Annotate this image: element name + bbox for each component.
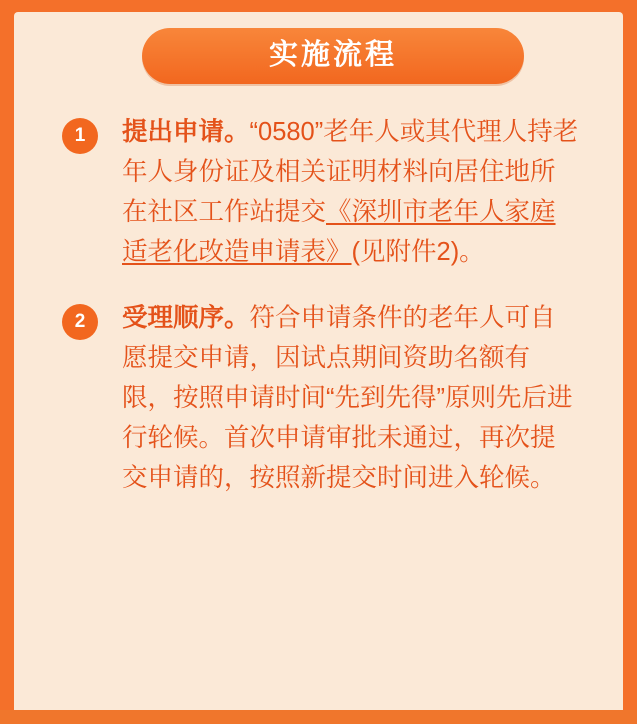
frame-edge-left (0, 0, 14, 724)
frame-edge-top (0, 0, 637, 12)
frame-edge-right (623, 0, 637, 724)
step-text (122, 112, 579, 272)
step-text (122, 298, 579, 498)
list-item (14, 112, 623, 272)
step-number-badge: 2 (62, 304, 98, 340)
step-body-before: “0580”老年人或其代理人持老年人身份证及相关证明材料向居住地所在社区工作站提交 (122, 118, 579, 226)
steps-list (14, 112, 623, 524)
step-number-badge: 1 (62, 118, 98, 154)
step-body-underlined: 《深圳市老年人家庭适老化改造申请表》 (122, 198, 556, 266)
title-ribbon (142, 28, 524, 84)
content-card (14, 12, 623, 710)
page-title: 实施流程 (268, 38, 397, 71)
list-item (14, 298, 623, 498)
step-heading: 提出申请。 (122, 118, 250, 146)
step-body-after: (见附件2)。 (351, 238, 485, 266)
frame-edge-bottom (0, 710, 637, 724)
step-body-before: 符合申请条件的老年人可自愿提交申请，因试点期间资助名额有限，按照申请时间“先到先得”原则先后进行轮候。首次申请审批未通过，再次提交申请的，按照新提交时间进入轮候。 (122, 304, 573, 492)
step-heading: 受理顺序。 (122, 304, 250, 332)
